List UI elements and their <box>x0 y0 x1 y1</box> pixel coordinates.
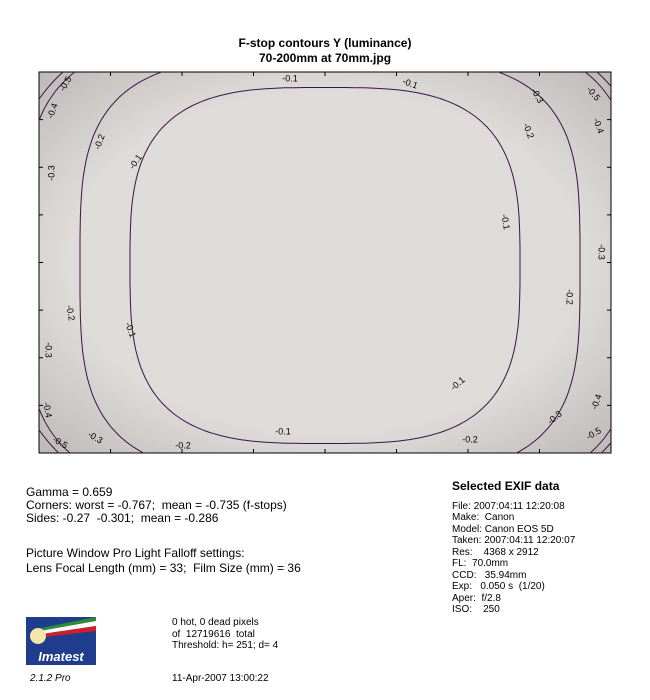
imatest-logo <box>26 617 96 665</box>
chart-subtitle: 70-200mm at 70mm.jpg <box>258 51 392 65</box>
pixel-stats <box>172 617 278 652</box>
contour-label: -0.2 <box>175 440 191 451</box>
logo-sun <box>30 628 46 644</box>
pixel-line: 0 hot, 0 dead pixels <box>172 617 259 628</box>
contour-label: -0.4 <box>591 116 606 135</box>
light-falloff-heading: Picture Window Pro Light Falloff settings: <box>26 546 245 560</box>
contour-label: -0.1 <box>499 213 512 231</box>
contour-label: -0.3 <box>43 342 54 358</box>
contour-label: -0.5 <box>584 425 603 442</box>
chart-title: F-stop contours Y (luminance) <box>238 36 412 50</box>
exif-title: Selected EXIF data <box>452 479 560 493</box>
sides-text: Sides: -0.27 -0.301; mean = -0.286 <box>26 511 219 525</box>
contour-label: -0.2 <box>521 121 536 140</box>
exif-line: File: 2007:04:11 12:20:08 <box>452 500 565 512</box>
exif-line: Model: Canon EOS 5D <box>452 523 554 535</box>
contour-label: -0.5 <box>51 434 70 451</box>
pixel-line: Threshold: h= 251; d= 4 <box>172 640 279 651</box>
contour-label: -0.2 <box>564 289 575 305</box>
contour-label: -0.1 <box>448 374 467 393</box>
contour-label: -0.3 <box>529 86 546 105</box>
contour-label: -0.4 <box>41 401 54 419</box>
contour-label: -0.2 <box>92 132 107 151</box>
date-text: 11-Apr-2007 13:00:22 <box>172 673 269 684</box>
contour-label: -0.5 <box>584 84 603 103</box>
contour-label: -0.3 <box>86 429 105 446</box>
corners-text: Corners: worst = -0.767; mean = -0.735 (f-stops) <box>26 498 287 512</box>
contour-label: -0.2 <box>64 304 77 322</box>
contour-label: -0.4 <box>45 101 60 120</box>
contour-label: -0.2 <box>462 434 478 445</box>
light-falloff-values: Lens Focal Length (mm) = 33; Film Size (mm) = 36 <box>26 561 301 575</box>
exif-line: Aper: f/2.8 <box>452 592 501 604</box>
exif-line: Taken: 2007:04:11 12:20:07 <box>452 535 576 546</box>
contour-label: -0.5 <box>57 74 74 93</box>
version-text: 2.1.2 Pro <box>30 673 71 684</box>
gamma-text: Gamma = 0.659 <box>26 485 113 499</box>
contour-label: -0.3 <box>46 165 57 181</box>
contour-label: -0.1 <box>282 73 298 84</box>
falloff-stats <box>26 486 287 525</box>
light-falloff-settings <box>26 546 301 576</box>
exif-line: Exp: 0.050 s (1/20) <box>452 581 545 592</box>
contour-label: -0.1 <box>126 152 145 171</box>
pixel-line: of 12719616 total <box>172 628 255 640</box>
logo-text: Imatest <box>38 649 84 664</box>
exif-panel <box>452 481 575 616</box>
exif-line: ISO: 250 <box>452 604 500 615</box>
contour-label: -0.4 <box>589 392 604 411</box>
exif-line: Res: 4368 x 2912 <box>452 546 539 558</box>
contour-label: -0.3 <box>545 408 564 427</box>
contour-label: -0.3 <box>596 244 607 260</box>
contour-label: -0.1 <box>123 320 138 339</box>
contour-label: -0.1 <box>401 76 420 91</box>
exif-line: FL: 70.0mm <box>452 558 509 569</box>
exif-line: Make: Canon <box>452 512 515 523</box>
contour-label: -0.1 <box>275 426 291 437</box>
exif-line: CCD: 35.94mm <box>452 569 527 581</box>
